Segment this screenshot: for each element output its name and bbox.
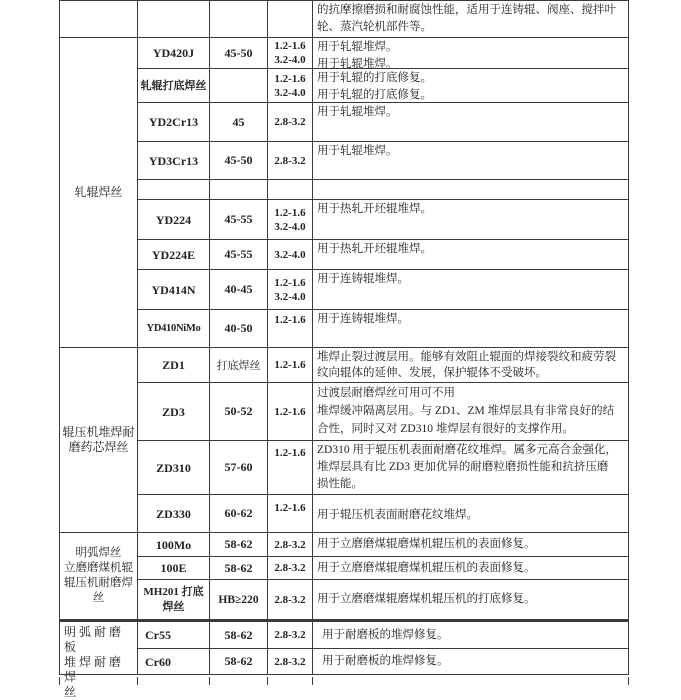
- table-row: [138, 103, 628, 142]
- diameter-cell: [268, 240, 313, 269]
- description-cell: [313, 557, 628, 579]
- hardness-cell: HB≥220: [210, 580, 268, 619]
- description-cell: [313, 533, 628, 556]
- description-line: 用于轧辊堆焊。: [317, 106, 398, 118]
- hardness-cell: 45-55: [210, 200, 268, 239]
- welding-wire-spec-table: [59, 0, 629, 699]
- description-cell: [313, 69, 628, 102]
- description-line: 用于立磨磨煤辊磨煤机辊压机的打底修复。: [317, 593, 536, 605]
- hardness-cell: 45: [210, 103, 268, 141]
- hardness-cell: 58-62: [210, 533, 268, 556]
- model-cell: YD3Cr13: [138, 142, 210, 179]
- model-cell: MH201 打底焊丝: [138, 580, 210, 619]
- diameter-cell: [268, 441, 313, 494]
- diameter-value: 1.2-1.6: [274, 276, 306, 289]
- diameter-value: 1.2-1.6: [274, 502, 306, 514]
- hardness-cell: 60-62: [210, 495, 268, 532]
- diameter-value: 2.8-3.2: [274, 562, 306, 574]
- diameter-value: 1.2-1.6: [274, 447, 306, 459]
- description-line: 用于轧辊的打底修复。: [317, 72, 432, 84]
- table-row: [138, 580, 628, 619]
- category-cell-empty: [60, 1, 138, 37]
- category-label: 丝: [92, 592, 105, 604]
- model-cell-empty: [138, 1, 210, 37]
- category-label: 明弧焊丝: [75, 547, 122, 559]
- model-cell: YD2Cr13: [138, 103, 210, 141]
- table-row: [138, 270, 628, 310]
- diameter-value: 3.2-4.0: [274, 86, 306, 99]
- hardness-cell: 58-62: [210, 649, 268, 674]
- table-row: [138, 348, 628, 383]
- description-line: 损性能。: [317, 478, 363, 490]
- description-line: 用于热轧开坯辊堆焊。: [317, 243, 432, 255]
- hardness-cell: 58-62: [210, 557, 268, 579]
- description-line: 用于连铸辊堆焊。: [317, 273, 409, 285]
- diameter-cell: [268, 38, 313, 68]
- diameter-value: 2.8-3.2: [274, 154, 306, 167]
- model-cell: YD410NiMo: [138, 310, 210, 347]
- description-line: 过渡层耐磨焊丝可用可不用: [317, 387, 455, 399]
- model-cell: ZD310: [138, 441, 210, 494]
- diameter-cell: [268, 495, 313, 532]
- description-line: 轮、蒸汽轮机部件等。: [317, 21, 432, 33]
- diameter-value: 3.2-4.0: [274, 290, 306, 303]
- description-line: 用于热轧开坯辊堆焊。: [317, 203, 432, 215]
- category-label: 堆焊耐磨焊: [64, 655, 125, 684]
- description-line: 用于轧辊堆焊。: [317, 145, 398, 157]
- stub-divider: [138, 677, 210, 685]
- diameter-cell: [268, 200, 313, 239]
- model-cell: YD224E: [138, 240, 210, 269]
- diameter-cell: [268, 580, 313, 619]
- hardness-cell-empty: [210, 1, 268, 37]
- description-cell: [313, 649, 628, 674]
- diameter-value: 1.2-1.6: [274, 359, 306, 371]
- description-cell: [313, 103, 628, 141]
- hardness-cell: [210, 69, 268, 102]
- model-cell: YD224: [138, 200, 210, 239]
- category-label: 轧辊焊丝: [74, 185, 123, 199]
- table-row: [138, 310, 628, 347]
- hardness-cell: 40-45: [210, 270, 268, 309]
- diameter-cell-empty: [268, 1, 313, 37]
- group-roller-press-wire: [60, 348, 628, 533]
- model-cell: 100Mo: [138, 533, 210, 556]
- diameter-cell: [268, 310, 313, 347]
- table-row: [138, 622, 628, 649]
- hardness-cell: 58-62: [210, 622, 268, 648]
- diameter-cell: [268, 142, 313, 179]
- table-row-empty: [138, 180, 628, 200]
- description-line: 纹向辊体的延伸、发展，保护辊体不受破坏。: [317, 367, 547, 379]
- description-cell-empty: [313, 180, 628, 199]
- description-line: 用于轧辊的打底修复。: [317, 89, 432, 101]
- description-line: 堆焊止裂过渡层用。能够有效阻止辊面的焊接裂纹和疲劳裂: [317, 351, 616, 363]
- diameter-value: 2.8-3.2: [274, 629, 306, 641]
- description-line: 用于轧辊堆焊。: [317, 41, 398, 53]
- description-cell: [313, 38, 628, 68]
- hardness-cell: 45-50: [210, 142, 268, 179]
- table-row: [138, 383, 628, 441]
- table-row: [138, 142, 628, 180]
- diameter-value: 1.2-1.6: [274, 405, 306, 418]
- description-line: ZD310 用于辊压机表面耐磨花纹堆焊。属多元高合金强化，: [317, 444, 617, 456]
- diameter-value: 1.2-1.6: [274, 206, 306, 219]
- table-row: [138, 441, 628, 495]
- model-cell: 100E: [138, 557, 210, 579]
- category-label: 立磨磨煤机辊: [64, 562, 133, 574]
- table-row: [138, 69, 628, 103]
- group-open-arc-wear-plate-wire: [60, 620, 628, 699]
- table-row: [138, 557, 628, 580]
- diameter-value: 2.8-3.2: [274, 116, 306, 128]
- description-line: 合性，同时又对 ZD310 堆焊层有很好的支撑作用。: [317, 423, 574, 435]
- diameter-value: 1.2-1.6: [274, 314, 306, 326]
- next-row-stub: [59, 677, 629, 685]
- hardness-cell: 45-55: [210, 240, 268, 269]
- description-cell: [313, 348, 628, 382]
- category-cell: [60, 348, 138, 532]
- description-cell: [313, 200, 628, 239]
- model-cell: 轧辊打底焊丝: [138, 69, 210, 102]
- group-open-arc-mill-wire: [60, 533, 628, 620]
- description-line: 用于轧辊堆焊。: [317, 58, 398, 68]
- table-row: [138, 495, 628, 532]
- diameter-value: 2.8-3.2: [274, 593, 306, 606]
- hardness-cell: 40-50: [210, 310, 268, 347]
- group-roll-wire: [60, 38, 628, 348]
- diameter-cell: [268, 69, 313, 102]
- diameter-value: 2.8-3.2: [274, 655, 306, 668]
- diameter-value: 2.8-3.2: [274, 538, 306, 551]
- description-cell: [313, 240, 628, 269]
- description-cell: [313, 441, 628, 494]
- diameter-value: 3.2-4.0: [274, 248, 306, 261]
- description-cell: [313, 622, 628, 648]
- description-line: 的抗摩擦磨损和耐腐蚀性能，适用于连铸辊、阀座、搅拌叶: [317, 4, 616, 16]
- table-row: [138, 38, 628, 69]
- diameter-value: 1.2-1.6: [274, 72, 306, 85]
- category-label: 辊压机堆焊耐: [62, 425, 135, 439]
- diameter-cell: [268, 103, 313, 141]
- description-line: 用于连铸辊堆焊。: [317, 313, 409, 325]
- hardness-cell: 50-52: [210, 383, 268, 440]
- description-line: 用于立磨磨煤辊磨煤机辊压机的表面修复。: [317, 561, 536, 574]
- model-cell: ZD1: [138, 348, 210, 382]
- stub-divider: [268, 677, 313, 685]
- hardness-cell: 57-60: [210, 441, 268, 494]
- stub-divider: [210, 677, 268, 685]
- model-cell: ZD330: [138, 495, 210, 532]
- diameter-cell: [268, 383, 313, 440]
- diameter-cell: [268, 270, 313, 309]
- description-line: 用于立磨磨煤辊磨煤机辊压机的表面修复。: [317, 538, 536, 550]
- category-cell: [60, 38, 138, 347]
- description-cell: [313, 310, 628, 347]
- description-cell: [313, 270, 628, 309]
- stub-divider: [313, 677, 628, 685]
- diameter-cell: [268, 622, 313, 648]
- model-cell: Cr55: [138, 622, 210, 648]
- model-cell: ZD3: [138, 383, 210, 440]
- model-cell-empty: [138, 180, 210, 199]
- diameter-cell: [268, 557, 313, 579]
- stub-divider: [60, 677, 138, 685]
- description-line: 堆焊缓冲隔离层用。与 ZD1、ZM 堆焊层具有非常良好的结: [317, 405, 615, 417]
- diameter-value: 1.2-1.6: [274, 40, 306, 52]
- description-cell: [313, 1, 628, 37]
- description-cell: [313, 142, 628, 179]
- diameter-value: 3.2-4.0: [274, 54, 306, 66]
- model-cell: YD414N: [138, 270, 210, 309]
- table-row: [138, 649, 628, 674]
- table-row: [138, 240, 628, 270]
- model-cell: YD420J: [138, 38, 210, 68]
- description-line: 用于耐磨板的堆焊修复。: [322, 655, 449, 667]
- diameter-value: 3.2-4.0: [274, 220, 306, 233]
- diameter-cell: [268, 649, 313, 674]
- category-label: 丝: [64, 685, 80, 699]
- model-cell: Cr60: [138, 649, 210, 674]
- description-cell: [313, 495, 628, 532]
- description-cell: [313, 580, 628, 619]
- table-row: [138, 533, 628, 557]
- diameter-cell-empty: [268, 180, 313, 199]
- category-label: 明弧耐磨板: [64, 625, 125, 654]
- description-line: 用于耐磨板的堆焊修复。: [322, 628, 449, 641]
- category-cell: [60, 622, 138, 699]
- hardness-cell-empty: [210, 180, 268, 199]
- diameter-cell: [268, 348, 313, 382]
- category-label: 辊压机耐磨焊: [64, 577, 133, 589]
- hardness-cell: 打底焊丝: [210, 348, 268, 382]
- description-line: 用于辊压机表面耐磨花纹堆焊。: [317, 509, 478, 521]
- continuation-row: [60, 1, 628, 38]
- description-cell: [313, 383, 628, 440]
- diameter-cell: [268, 533, 313, 556]
- category-cell: [60, 533, 138, 619]
- description-line: 堆焊层具有比 ZD3 更加优异的耐磨粒磨损性能和抗挤压磨: [317, 461, 609, 473]
- category-label: 磨药芯焊丝: [68, 440, 129, 454]
- hardness-cell: 45-50: [210, 38, 268, 68]
- table-row: [138, 200, 628, 240]
